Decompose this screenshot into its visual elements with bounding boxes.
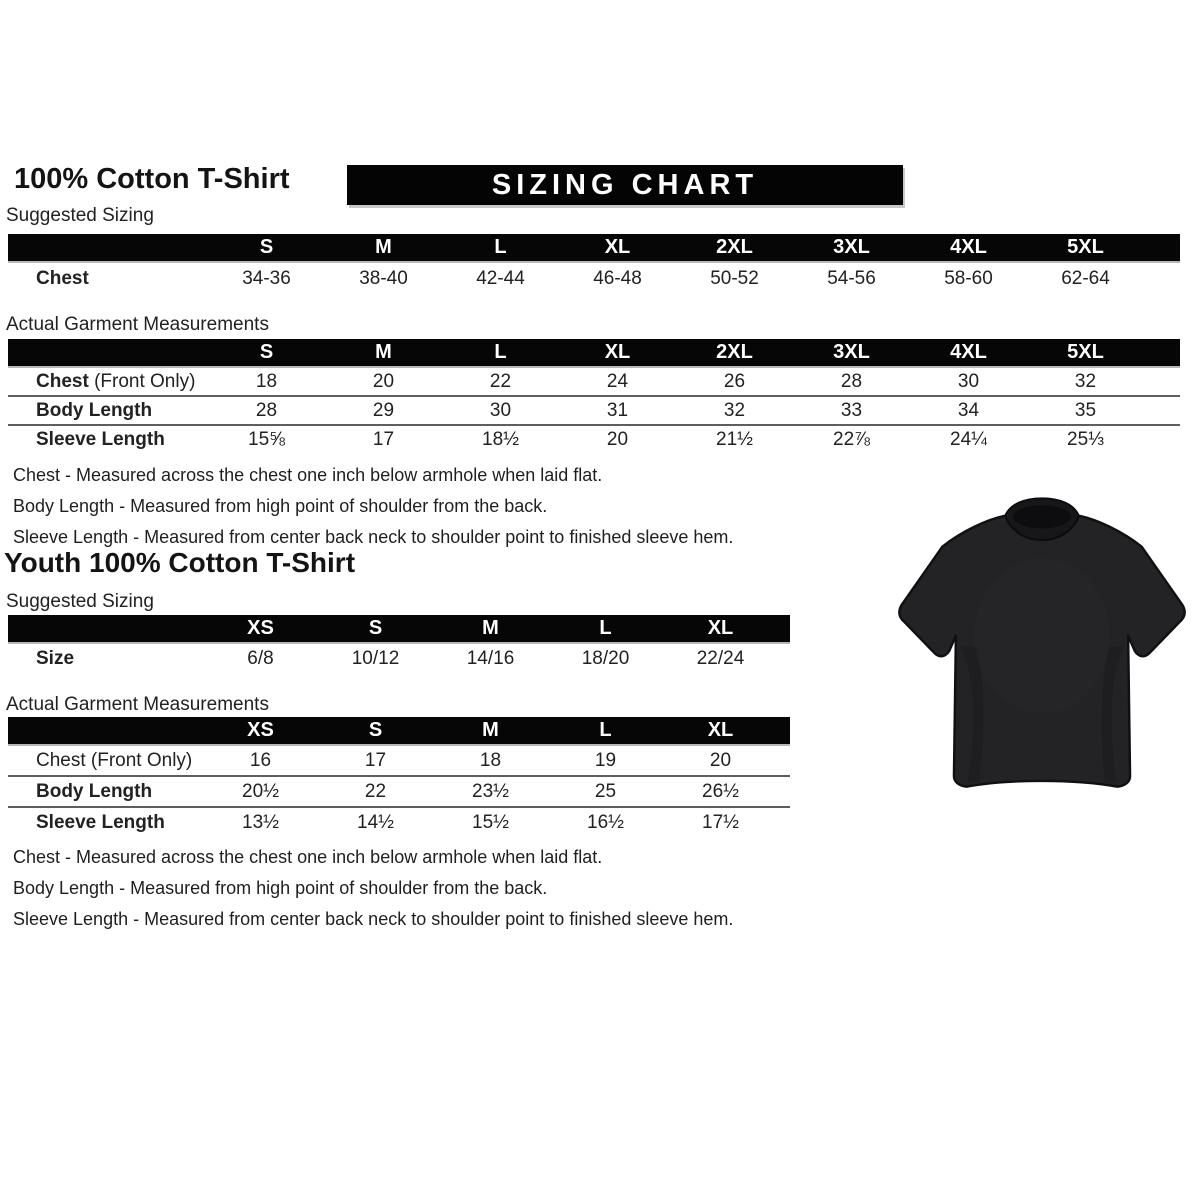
size-column-header: L <box>599 617 612 639</box>
youth-suggested-header-row <box>8 615 790 644</box>
measurement-cell: 18½ <box>482 428 519 450</box>
measurement-cell: 62-64 <box>1061 268 1110 289</box>
youth-section-title: Youth 100% Cotton T-Shirt <box>4 547 356 578</box>
measurement-cell: 23½ <box>472 780 509 802</box>
size-column-header: XS <box>247 719 274 741</box>
measurement-cell: 25 <box>594 780 617 802</box>
size-column-header: L <box>599 719 612 741</box>
note-chest: Chest - Measured across the chest one inch below armhole when laid flat. <box>13 847 603 867</box>
size-column-header: S <box>259 341 274 363</box>
youth-chest-row <box>8 746 790 775</box>
size-column-header: S <box>368 719 383 741</box>
measurement-cell: 16½ <box>587 811 624 833</box>
measurement-cell: 22/24 <box>696 648 745 669</box>
measurement-cell: 6/8 <box>247 648 274 669</box>
measurement-cell: 31 <box>606 399 629 421</box>
measurement-cell: 26½ <box>702 780 739 802</box>
measurement-cell: 16 <box>249 749 272 771</box>
size-column-header: 3XL <box>833 341 870 363</box>
black-tshirt-graphic <box>892 488 1192 798</box>
youth-actual-header-row <box>8 717 790 746</box>
size-column-header: XS <box>247 617 274 639</box>
row-label: Chest (Front Only) <box>36 370 196 392</box>
size-column-header: M <box>482 617 499 639</box>
measurement-cell: 22⅞ <box>833 428 870 450</box>
measurement-cell: 15⅝ <box>248 428 285 450</box>
measurement-cell: 20½ <box>242 780 279 802</box>
adult-actual-measurements-label: Actual Garment Measurements <box>6 314 269 335</box>
measurement-cell: 17 <box>372 428 395 450</box>
measurement-cell: 19 <box>594 749 617 771</box>
size-column-header: XL <box>604 341 631 363</box>
measurement-cell: 24¼ <box>950 428 987 450</box>
youth-suggested-sizing-label: Suggested Sizing <box>6 591 154 612</box>
size-column-header: 4XL <box>950 341 987 363</box>
size-column-header: M <box>482 719 499 741</box>
measurement-cell: 50-52 <box>710 268 759 289</box>
adult-chest-row <box>8 368 1180 395</box>
measurement-cell: 15½ <box>472 811 509 833</box>
measurement-cell: 33 <box>840 399 863 421</box>
measurement-cell: 18 <box>255 370 278 392</box>
measurement-cell: 24 <box>606 370 629 392</box>
sizing-chart-banner-text: SIZING CHART <box>491 168 759 201</box>
adult-sleeve-length-row <box>8 424 1180 453</box>
row-label: Chest <box>36 268 89 289</box>
note-sleeve-length: Sleeve Length - Measured from center back neck to shoulder point to finished sleeve hem. <box>13 909 734 929</box>
measurement-cell: 10/12 <box>351 648 400 669</box>
measurement-cell: 35 <box>1074 399 1097 421</box>
adult-suggested-sizing-label: Suggested Sizing <box>6 205 154 226</box>
sizing-chart-banner <box>347 165 903 205</box>
note-chest: Chest - Measured across the chest one inch below armhole when laid flat. <box>13 465 603 485</box>
size-column-header: L <box>494 236 507 258</box>
measurement-cell: 14/16 <box>466 648 515 669</box>
adult-suggested-header-row <box>8 234 1180 263</box>
size-column-header: 4XL <box>950 236 987 258</box>
note-body-length: Body Length - Measured from high point of shoulder from the back. <box>13 878 548 898</box>
size-column-header: S <box>368 617 383 639</box>
measurement-cell: 20 <box>606 428 629 450</box>
youth-measurement-notes <box>13 842 733 935</box>
measurement-cell: 18 <box>479 749 502 771</box>
measurement-cell: 17½ <box>702 811 739 833</box>
size-column-header: 5XL <box>1067 236 1104 258</box>
row-label: Body Length <box>36 399 153 421</box>
tshirt-product-image <box>892 488 1192 798</box>
youth-size-row <box>8 644 790 674</box>
size-column-header: 2XL <box>716 341 753 363</box>
measurement-cell: 34-36 <box>242 268 291 289</box>
measurement-cell: 32 <box>723 399 746 421</box>
measurement-cell: 18/20 <box>581 648 630 669</box>
size-column-header: S <box>259 236 274 258</box>
row-label: Body Length <box>36 780 153 802</box>
row-label: Sleeve Length <box>36 428 165 450</box>
measurement-cell: 42-44 <box>476 268 525 289</box>
size-column-header: L <box>494 341 507 363</box>
adult-actual-measurements-table <box>8 339 1180 453</box>
measurement-cell: 17 <box>364 749 387 771</box>
adult-body-length-row <box>8 395 1180 424</box>
page-title: 100% Cotton T-Shirt <box>14 163 290 195</box>
size-column-header: XL <box>707 617 734 639</box>
note-body-length: Body Length - Measured from high point of shoulder from the back. <box>13 496 548 516</box>
row-label: Sleeve Length <box>36 811 165 833</box>
measurement-cell: 30 <box>957 370 980 392</box>
youth-actual-measurements-table <box>8 717 790 837</box>
size-column-header: M <box>375 236 392 258</box>
measurement-cell: 34 <box>957 399 980 421</box>
measurement-cell: 28 <box>255 399 278 421</box>
measurement-cell: 30 <box>489 399 512 421</box>
adult-suggested-sizing-table <box>8 234 1180 295</box>
size-column-header: XL <box>604 236 631 258</box>
size-column-header: M <box>375 341 392 363</box>
measurement-cell: 14½ <box>357 811 394 833</box>
measurement-cell: 32 <box>1074 370 1097 392</box>
measurement-cell: 29 <box>372 399 395 421</box>
measurement-cell: 28 <box>840 370 863 392</box>
note-sleeve-length: Sleeve Length - Measured from center back neck to shoulder point to finished sleeve hem. <box>13 527 734 547</box>
size-column-header: 2XL <box>716 236 753 258</box>
measurement-cell: 54-56 <box>827 268 876 289</box>
measurement-cell: 20 <box>372 370 395 392</box>
measurement-cell: 58-60 <box>944 268 993 289</box>
measurement-cell: 13½ <box>242 811 279 833</box>
youth-suggested-sizing-table <box>8 615 790 674</box>
youth-body-length-row <box>8 775 790 806</box>
measurement-cell: 20 <box>709 749 732 771</box>
measurement-cell: 21½ <box>716 428 753 450</box>
adult-measurement-notes <box>13 460 733 553</box>
measurement-cell: 22 <box>489 370 512 392</box>
measurement-cell: 22 <box>364 780 387 802</box>
row-label: Chest (Front Only) <box>36 749 193 771</box>
measurement-cell: 46-48 <box>593 268 642 289</box>
adult-chest-range-row <box>8 263 1180 295</box>
adult-actual-header-row <box>8 339 1180 368</box>
measurement-cell: 38-40 <box>359 268 408 289</box>
size-column-header: 5XL <box>1067 341 1104 363</box>
measurement-cell: 25⅓ <box>1067 428 1104 450</box>
youth-sleeve-length-row <box>8 806 790 837</box>
youth-actual-measurements-label: Actual Garment Measurements <box>6 694 269 715</box>
size-column-header: XL <box>707 719 734 741</box>
measurement-cell: 26 <box>723 370 746 392</box>
size-column-header: 3XL <box>833 236 870 258</box>
row-label: Size <box>36 648 75 669</box>
